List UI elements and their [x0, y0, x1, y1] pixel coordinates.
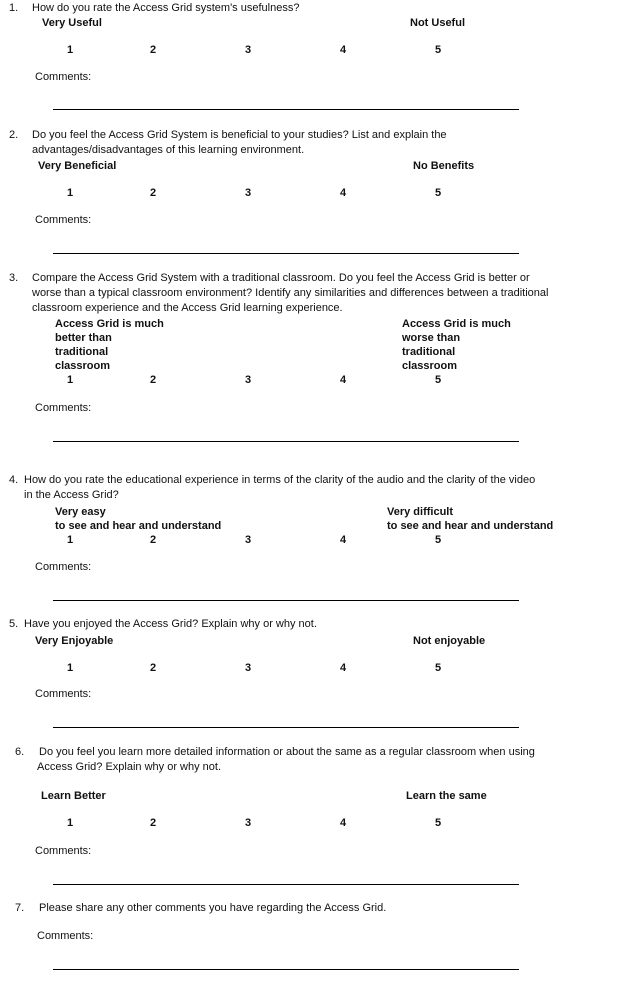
scale-high-anchor-line-3: traditional	[402, 346, 456, 358]
rating-option-1[interactable]: 1	[67, 374, 74, 386]
rating-option-2[interactable]: 2	[150, 817, 157, 829]
comments-line[interactable]	[53, 600, 519, 601]
rating-option-3[interactable]: 3	[245, 817, 252, 829]
question-number: 4.	[9, 474, 19, 486]
scale-high-anchor: Learn the same	[406, 790, 487, 802]
rating-option-3[interactable]: 3	[245, 662, 252, 674]
scale-high-anchor-line-1: Very difficult	[387, 506, 454, 518]
question-number: 6.	[15, 746, 25, 758]
question-number: 3.	[9, 272, 19, 284]
scale-high-anchor-line-2: to see and hear and understand	[387, 520, 554, 532]
comments-line[interactable]	[53, 109, 519, 110]
scale-high-anchor: Not enjoyable	[413, 635, 486, 647]
question-text: Please share any other comments you have regarding the Access Grid.	[39, 902, 387, 914]
rating-option-4[interactable]: 4	[340, 534, 347, 546]
scale-high-anchor: No Benefits	[413, 160, 475, 172]
question-text: How do you rate the Access Grid system's usefulness?	[32, 2, 300, 14]
comments-label: Comments:	[35, 402, 92, 414]
rating-option-2[interactable]: 2	[150, 662, 157, 674]
rating-option-1[interactable]: 1	[67, 817, 74, 829]
rating-option-3[interactable]: 3	[245, 44, 252, 56]
scale-low-anchor-line-1: Very easy	[55, 506, 106, 518]
scale-low-anchor: Very Beneficial	[38, 160, 117, 172]
question-text-line-1: Do you feel you learn more detailed information or about the same as a regular classroom when using	[39, 746, 535, 758]
question-text: Have you enjoyed the Access Grid? Explain why or why not.	[24, 618, 317, 630]
scale-low-anchor-line-1: Access Grid is much	[55, 318, 164, 330]
comments-label: Comments:	[35, 845, 92, 857]
comments-label: Comments:	[35, 214, 92, 226]
scale-low-anchor-line-2: to see and hear and understand	[55, 520, 222, 532]
rating-option-2[interactable]: 2	[150, 534, 157, 546]
question-text-line-1: Do you feel the Access Grid System is beneficial to your studies? List and explain the	[32, 129, 447, 141]
rating-option-5[interactable]: 5	[435, 374, 442, 386]
comments-label: Comments:	[35, 71, 92, 83]
comments-line[interactable]	[53, 969, 519, 970]
rating-option-5[interactable]: 5	[435, 662, 442, 674]
rating-option-3[interactable]: 3	[245, 534, 252, 546]
rating-option-1[interactable]: 1	[67, 44, 74, 56]
question-text-line-2: worse than a typical classroom environment? Identify any similarities and differences between a traditional	[32, 287, 549, 299]
rating-option-1[interactable]: 1	[67, 534, 74, 546]
scale-low-anchor-line-2: better than	[55, 332, 112, 344]
comments-line[interactable]	[53, 884, 519, 885]
comments-label: Comments:	[35, 688, 92, 700]
scale-high-anchor: Not Useful	[410, 17, 465, 29]
rating-option-1[interactable]: 1	[67, 187, 74, 199]
comments-label: Comments:	[35, 561, 92, 573]
rating-option-1[interactable]: 1	[67, 662, 74, 674]
question-text-line-3: classroom experience and the Access Grid learning experience.	[32, 302, 343, 314]
scale-low-anchor: Very Useful	[42, 17, 102, 29]
question-number: 1.	[9, 2, 19, 14]
scale-high-anchor-line-1: Access Grid is much	[402, 318, 511, 330]
rating-option-2[interactable]: 2	[150, 187, 157, 199]
question-text-line-2: advantages/disadvantages of this learning environment.	[32, 144, 305, 156]
scale-low-anchor: Very Enjoyable	[35, 635, 114, 647]
rating-option-4[interactable]: 4	[340, 817, 347, 829]
rating-option-4[interactable]: 4	[340, 187, 347, 199]
rating-option-5[interactable]: 5	[435, 534, 442, 546]
comments-label: Comments:	[37, 930, 94, 942]
scale-low-anchor-line-4: classroom	[55, 360, 111, 372]
question-number: 7.	[15, 902, 25, 914]
rating-option-5[interactable]: 5	[435, 187, 442, 199]
rating-option-3[interactable]: 3	[245, 374, 252, 386]
question-text-line-2: in the Access Grid?	[24, 489, 119, 501]
rating-option-3[interactable]: 3	[245, 187, 252, 199]
comments-line[interactable]	[53, 253, 519, 254]
rating-option-5[interactable]: 5	[435, 44, 442, 56]
rating-option-5[interactable]: 5	[435, 817, 442, 829]
rating-option-4[interactable]: 4	[340, 44, 347, 56]
comments-line[interactable]	[53, 727, 519, 728]
rating-option-2[interactable]: 2	[150, 374, 157, 386]
rating-option-4[interactable]: 4	[340, 374, 347, 386]
scale-low-anchor-line-3: traditional	[55, 346, 109, 358]
question-text-line-1: How do you rate the educational experience in terms of the clarity of the audio and the clarity of the video	[24, 474, 536, 486]
rating-option-4[interactable]: 4	[340, 662, 347, 674]
rating-option-2[interactable]: 2	[150, 44, 157, 56]
question-number: 5.	[9, 618, 19, 630]
question-number: 2.	[9, 129, 19, 141]
scale-high-anchor-line-2: worse than	[402, 332, 461, 344]
comments-line[interactable]	[53, 441, 519, 442]
scale-low-anchor: Learn Better	[41, 790, 106, 802]
question-text-line-2: Access Grid? Explain why or why not.	[37, 761, 222, 773]
scale-high-anchor-line-4: classroom	[402, 360, 458, 372]
question-text-line-1: Compare the Access Grid System with a traditional classroom. Do you feel the Access Grid is better or	[32, 272, 530, 284]
